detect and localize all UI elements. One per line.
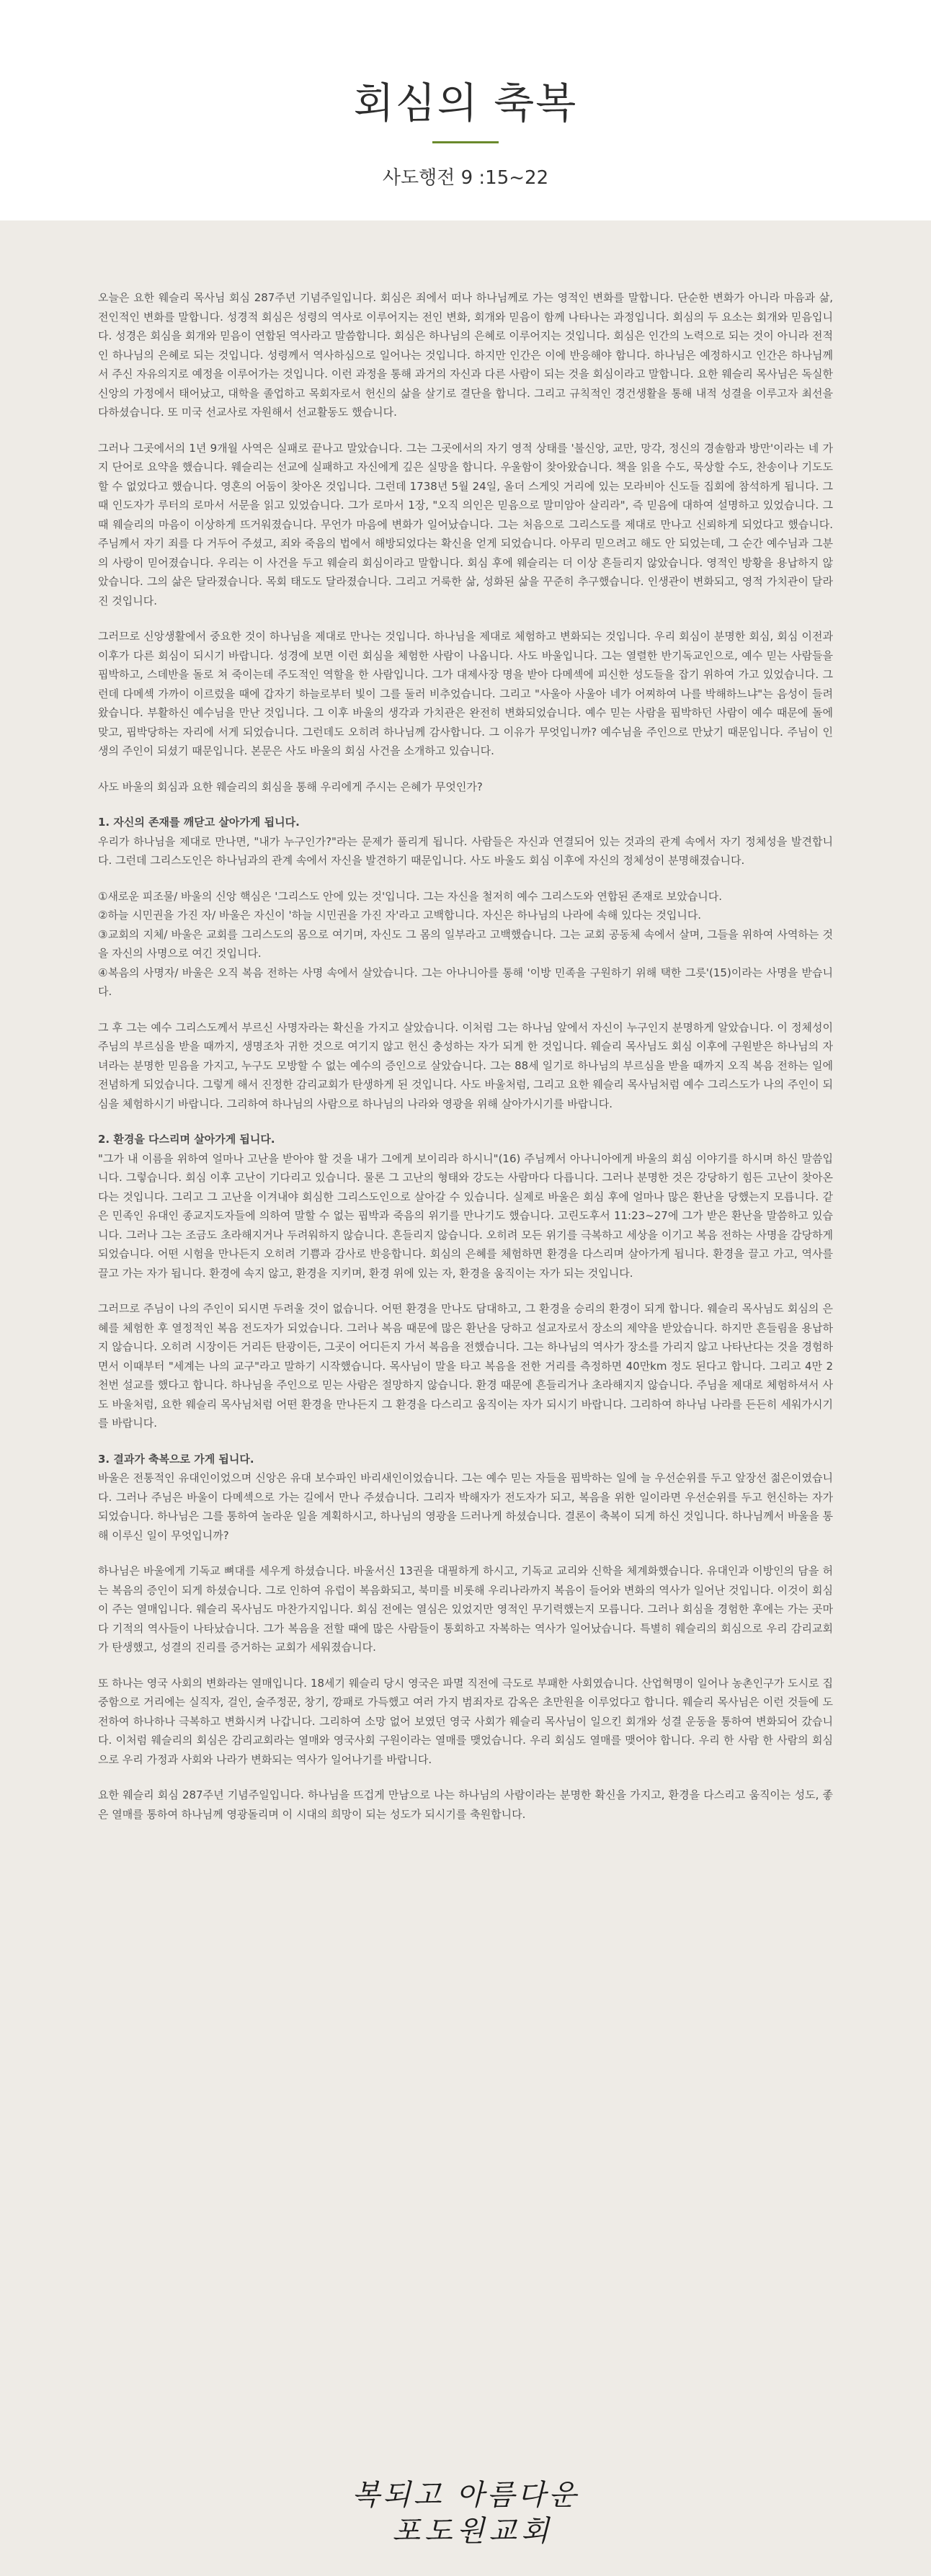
sermon-paragraph: 우리가 하나님을 제대로 만나면, "내가 누구인가?"라는 문제가 풀리게 됩니다. 사람들은 자신과 연결되어 있는 것과의 관계 속에서 자기 정체성을 발견합니다. 그런데 그리스도인은 하나님과의 관계 속에서 자신을 발견하기 때문입니다. 사도 바울도 회심 이후에 자신의 정체성이 분명해졌습니다. — [98, 834, 833, 867]
sermon-paragraph: 요한 웨슬리 회심 287주년 기념주일입니다. 하나님을 뜨겁게 만남으로 나는 하나님의 사람이라는 분명한 확신을 가지고, 환경을 다스리고 움직이는 성도, 좋은 열매를 통하여 하나님께 영광돌리며 이 시대의 희망이 되는 성도가 되시기를 축원합니다. — [98, 1788, 833, 1821]
sermon-paragraph: 바울은 전통적인 유대인이었으며 신앙은 유대 보수파인 바리새인이었습니다. 그는 예수 믿는 자들을 핍박하는 일에 늘 우선순위를 두고 앞장선 젊은이였습니다. 그러나 주님은 바울이 다메섹으로 가는 길에서 만나 주셨습니다. 그리자 박해자가 전도자가 되고, 복음을 위한 일이라면 우선순위를 두고 헌신하는 자가 되었습니다. 하나님은 그를 통하여 놀라운 일을 계획하시고, 하나님의 영광을 드러나게 하셨습니다. 결론이 축복이 되게 하신 것입니다. 하나님께서 바울을 통해 이루신 일이 무엇입니까? — [98, 1471, 833, 1542]
sermon-paragraph: 하나님은 바울에게 기독교 뼈대를 세우게 하셨습니다. 바울서신 13권을 대필하게 하시고, 기독교 교리와 신학을 체계화했습니다. 유대인과 이방인의 담을 허는 복음의 증인이 되게 하셨습니다. 그로 인하여 유럽이 복음화되고, 북미를 비롯해 우리나라까지 복음이 들어와 변화의 역사가 일어난 것입니다. 이것이 회심이 주는 열매입니다. 웨슬리 목사님도 마찬가지입니다. 회심 전에는 열심은 있었지만 영적인 무기력했는지 모릅니다. 그러나 회심을 경험한 후에는 가는 곳마다 기적의 역사들이 나타났습니다. 그가 복음을 전할 때에 많은 사람들이 통회하고 자복하는 역사가 일어났습니다. 특별히 웨슬리의 회심으로 우리 감리교회가 탄생했고, 성결의 진리를 증거하는 교회가 세워졌습니다. — [98, 1564, 833, 1654]
sermon-paragraph: 오늘은 요한 웨슬리 목사님 회심 287주년 기념주일입니다. 회심은 죄에서 떠나 하나님께로 가는 영적인 변화를 말합니다. 단순한 변화가 아니라 마음과 삶, 전인적인 변화를 말합니다. 성경적 회심은 성령의 역사로 이루어지는 전인 변화, 회개와 믿음이 함께 나타나는 과정입니다. 회심의 두 요소는 회개와 믿음입니다. 성경은 회심을 회개와 믿음이 연합된 역사라고 말씀합니다. 회심은 하나님의 은혜로 이루어지는 것입니다. 회심은 인간의 노력으로 되는 것이 아니라 전적인 하나님의 은혜로 되는 것입니다. 성령께서 역사하심으로 일어나는 것입니다. 하지만 인간은 이에 반응해야 합니다. 하나님은 예정하시고 인간은 하나님께서 주신 자유의지로 예정을 이루어가는 것입니다. 이런 과정을 통해 과거의 자신과 다른 사람이 되는 것을 회심이라고 말합니다. 요한 웨슬리 목사님은 독실한 신앙의 가정에서 태어났고, 대학을 졸업하고 목회자로서 헌신의 삶을 살기로 결단을 합니다. 그리고 규칙적인 경건생활을 통해 내적 성결을 이루고자 최선을 다하셨습니다. 또 미국 선교사로 자원해서 선교활동도 했습니다. — [98, 291, 833, 419]
sermon-paragraph: 그러므로 신앙생활에서 중요한 것이 하나님을 제대로 만나는 것입니다. 하나님을 제대로 체험하고 변화되는 것입니다. 우리 회심이 분명한 회심, 회심 이전과 이후가 다른 회심이 되시기 바랍니다. 성경에 보면 이런 회심을 체험한 사람이 나옵니다. 사도 바울입니다. 그는 열렬한 반기독교인으로, 예수 믿는 사람들을 핍박하고, 스데반을 돌로 쳐 죽이는데 주도적인 역할을 한 사람입니다. 그가 대제사장 명을 받아 다메섹에 피신한 성도들을 잡기 위하여 가고 있었습니다. 그런데 다메섹 가까이 이르렀을 때에 갑자기 하늘로부터 빛이 그를 둘러 비추었습니다. 그리고 "사울아 사울아 네가 어찌하여 나를 박해하느냐"는 음성이 들려왔습니다. 부활하신 예수님을 만난 것입니다. 그 이후 바울의 생각과 가치관은 완전히 변화되었습니다. 예수 믿는 사람을 핍박하던 사람이 예수 때문에 돌에 맞고, 핍박당하는 자리에 서게 되었습니다. 그런데도 오히려 하나님께 감사합니다. 그 이유가 무엇입니까? 예수님을 주인으로 만났기 때문입니다. 주님이 인생의 주인이 되셨기 때문입니다. 본문은 사도 바울의 회심 사건을 소개하고 있습니다. — [98, 630, 833, 757]
scripture-reference: 사도행전 9 :15~22 — [382, 167, 549, 189]
sermon-paragraph: ②하늘 시민권을 가진 자/ 바울은 자신이 '하늘 시민권을 가진 자'라고 고백합니다. 자신은 하나님의 나라에 속해 있다는 것입니다. — [98, 909, 702, 922]
sermon-paragraph: 그러므로 주님이 나의 주인이 되시면 두려울 것이 없습니다. 어떤 환경을 만나도 담대하고, 그 환경을 승리의 환경이 되게 합니다. 웨슬리 목사님도 회심의 은혜를 체험한 후 열정적인 복음 전도자가 되었습니다. 그러나 복음 때문에 많은 환난을 당하고 설교자로서 장소의 제약을 받았습니다. 하지만 흔들림을 용납하지 않습니다. 오히려 시장이든 거리든 탄광이든, 그곳이 어디든지 가서 복음을 전했습니다. 그는 하나님의 역사가 장소를 가리지 않고 나타난다는 것을 경험하면서 이때부터 "세계는 나의 교구"라고 말하기 시작했습니다. 목사님이 말을 타고 복음을 전한 거리를 측정하면 40만km 정도 된다고 합니다. 그리고 4만 2천번 설교를 했다고 합니다. 하나님을 주인으로 믿는 사람은 절망하지 않습니다. 환경 때문에 흔들리거나 초라해지지 않습니다. 주님을 제대로 체험하셔서 사도 바울처럼, 요한 웨슬리 목사님처럼 어떤 환경을 만나든지 그 환경을 다스리고 움직이는 자가 되시기 바랍니다. 그리하여 하나님 나라를 든든히 세워가시기를 바랍니다. — [98, 1302, 833, 1430]
signature-line-1: 복되고 아름다운 — [352, 2479, 579, 2512]
page-header — [0, 0, 931, 220]
signature-line-2: 포도원교회 — [392, 2515, 553, 2548]
sermon-paragraph: ④복음의 사명자/ 바울은 오직 복음 전하는 사명 속에서 살았습니다. 그는 아나니아를 통해 '이방 민족을 구원하기 위해 택한 그릇'(15)이라는 사명을 받습니다. — [98, 966, 833, 998]
sermon-paragraph: ①새로운 피조물/ 바울의 신앙 핵심은 '그리스도 안에 있는 것'입니다. 그는 자신을 철저히 예수 그리스도와 연합된 존재로 보았습니다. — [98, 889, 723, 903]
sermon-paragraph: ③교회의 지체/ 바울은 교회를 그리스도의 몸으로 여기며, 자신도 그 몸의 일부라고 고백했습니다. 그는 교회 공동체 속에서 살며, 그들을 위하여 사역하는 것을 자신의 사명으로 여긴 것입니다. — [98, 927, 833, 960]
section-heading: 3. 결과가 축복으로 가게 됩니다. — [98, 1452, 254, 1466]
sermon-paragraph: "그가 내 이름을 위하여 얼마나 고난을 받아야 할 것을 내가 그에게 보이리라 하시니"(16) 주님께서 아나니아에게 바울의 회심 이야기를 하시며 하신 말씀입니다. 그렇습니다. 회심 이후 고난이 기다리고 있습니다. 물론 그 고난의 형태와 강도는 사람마다 다릅니다. 그러나 분명한 것은 강당하기 힘든 고난이 찾아온다는 것입니다. 그리고 그 고난을 이겨내야 회심한 그리스도인으로 살아갈 수 있습니다. 실제로 바울은 회심 후에 얼마나 많은 환난을 당했는지 모릅니다. 같은 민족인 유대인 종교지도자들에 의하여 말할 수 없는 핍박과 죽음의 위기를 만나기도 했습니다. 고린도후서 11:23~27에 그가 받은 환난을 말씀하고 있습니다. 그러나 그는 조금도 초라해지거나 두려워하지 않습니다. 흔들리지 않습니다. 오히려 모든 위기를 극복하고 세상을 이기고 복음 전하는 사명을 감당하게 되었습니다. 어떤 시험을 만나든지 오히려 기쁨과 감사로 반응합니다. 회심의 은혜를 체험하면 환경을 다스리며 살아가게 됩니다. 환경을 끌고 가고, 역사를 끌고 가는 자가 됩니다. 환경에 속지 않고, 환경을 지키며, 환경 위에 있는 자, 환경을 움직이는 자가 되는 것입니다. — [98, 1151, 833, 1280]
sermon-body — [98, 288, 833, 1824]
sermon-paragraph: 또 하나는 영국 사회의 변화라는 열매입니다. 18세기 웨슬리 당시 영국은 파멸 직전에 극도로 부패한 사회였습니다. 산업혁명이 일어나 농촌인구가 도시로 집중함으로 거리에는 실직자, 걸인, 술주정꾼, 창기, 깡패로 가득했고 여러 가지 범죄자로 감옥은 초만원을 이루었다고 합니다. 웨슬리 목사님은 이런 것들에 도전하여 하나하나 극복하고 변화시켜 나갑니다. 그리하여 소망 없어 보였던 영국 사회가 웨슬리 목사님이 일으킨 회개와 성결 운동을 통하여 변화되어 갔습니다. 이처럼 웨슬리의 회심은 감리교회라는 열매와 영국사회 구원이라는 열매를 맺었습니다. 우리 회심도 열매를 맺어야 합니다. 우리 한 사람 한 사람의 회심으로 우리 가정과 사회와 나라가 변화되는 역사가 일어나기를 바랍니다. — [98, 1676, 833, 1766]
sermon-paragraph: 그 후 그는 예수 그리스도께서 부르신 사명자라는 확신을 가지고 살았습니다. 이처럼 그는 하나님 앞에서 자신이 누구인지 분명하게 알았습니다. 이 정체성이 주님의 부르심을 받을 때까지, 생명조차 귀한 것으로 여기지 않고 헌신 충성하는 자가 되게 한 것입니다. 웨슬리 목사님도 회심 이후에 구원받은 하나님의 자녀라는 분명한 믿음을 가지고, 누구도 모방할 수 없는 예수의 증인으로 살았습니다. 그는 88세 일기로 하나님의 부르심을 받을 때까지 오직 복음 전하는 일에 전념하게 되었습니다. 그렇게 해서 진정한 감리교회가 탄생하게 된 것입니다. 사도 바울처럼, 그리고 요한 웨슬리 목사님처럼 예수 그리스도가 나의 주인이 되심을 체험하시기 바랍니다. 그리하여 하나님의 사람으로 하나님의 나라와 영광을 위해 살아가시기를 바랍니다. — [98, 1020, 833, 1110]
church-signature-logo — [0, 2477, 931, 2549]
title-divider — [432, 141, 499, 143]
section-heading: 1. 자신의 존재를 깨닫고 살아가게 됩니다. — [98, 816, 300, 829]
section-heading: 2. 환경을 다스리며 살아가게 됩니다. — [98, 1133, 275, 1146]
sermon-title: 회심의 축복 — [353, 79, 578, 128]
sermon-paragraph: 그러나 그곳에서의 1년 9개월 사역은 실패로 끝나고 말았습니다. 그는 그곳에서의 자기 영적 상태를 '불신앙, 교만, 망각, 정신의 경솔함과 방만'이라는 네 가지 단어로 요약을 했습니다. 웨슬리는 선교에 실패하고 자신에게 깊은 실망을 합니다. 우울함이 찾아왔습니다. 책을 읽을 수도, 묵상할 수도, 찬송이나 기도도 할 수 없었다고 했습니다. 영혼의 어둠이 찾아온 것입니다. 그런데 1738년 5월 24일, 올더 스게잇 거리에 있는 모라비아 신도들 집회에 참석하게 됩니다. 그때 인도자가 루터의 로마서 서문을 읽고 있었습니다. 그가 로마서 1장, "오직 의인은 믿음으로 말미암아 살리라", 즉 믿음에 대하여 설명하고 있었습니다. 그때 웨슬리의 마음이 이상하게 뜨거워졌습니다. 무언가 마음에 변화가 일어났습니다. 그는 처음으로 그리스도를 제대로 만나고 신뢰하게 되었다고 했습니다. 주님께서 자기 죄를 다 거두어 주셨고, 죄와 죽음의 법에서 해방되었다는 확신을 얻게 되었습니다. 아무리 믿으려고 해도 안 되었는데, 그 순간 예수님과 그분의 사랑이 믿어졌습니다. 우리는 이 사건을 두고 웨슬리 회심이라고 말합니다. 회심 후에 웨슬리는 더 이상 흔들리지 않았습니다. 영적인 방황을 용납하지 않았습니다. 그의 삶은 달라졌습니다. 목회 태도도 달라졌습니다. 그리고 거룩한 삶, 성화된 삶을 꾸준히 추구했습니다. 인생관이 변화되고, 영적 가치관이 달라진 것입니다. — [98, 441, 833, 607]
sermon-paragraph: 사도 바울의 회심과 요한 웨슬리의 회심을 통해 우리에게 주시는 은혜가 무엇인가? — [98, 780, 483, 793]
